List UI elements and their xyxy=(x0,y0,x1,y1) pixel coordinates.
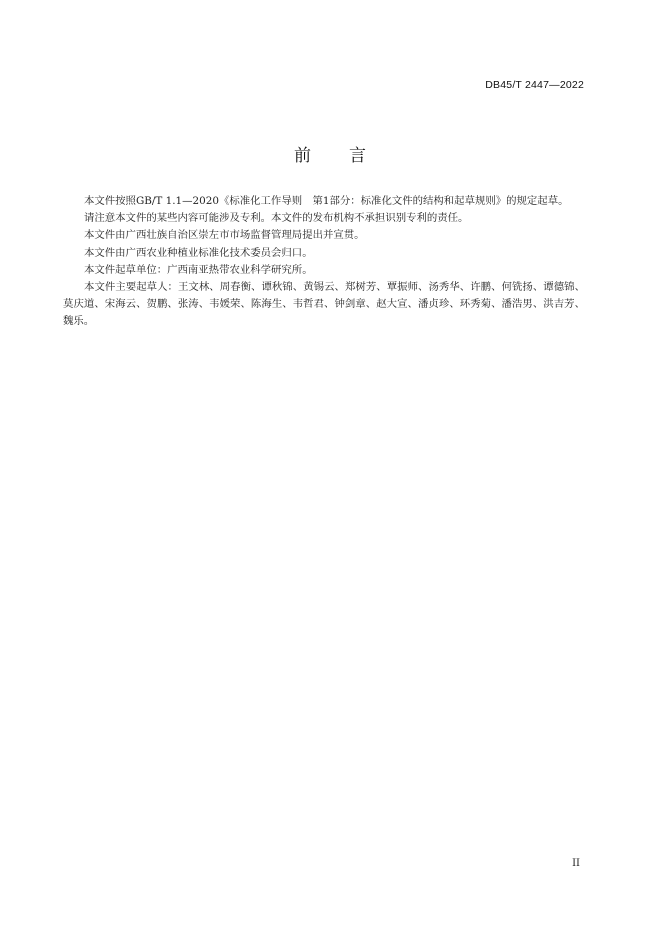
title-char-1: 前 xyxy=(294,146,313,166)
paragraph-drafting-rules: 本文件按照GB/T 1.1—2020《标准化工作导则 第1部分：标准化文件的结构和起草规则》的规定起草。 xyxy=(84,195,569,207)
paragraph-drafting-unit: 本文件起草单位：广西南亚热带农业科学研究所。 xyxy=(84,263,313,276)
foreword-body xyxy=(63,193,585,331)
paragraph-patent-notice: 请注意本文件的某些内容可能涉及专利。本文件的发布机构不承担识别专利的责任。 xyxy=(84,212,469,225)
page-number: II xyxy=(572,858,580,869)
paragraph-proposer: 本文件由广西壮族自治区崇左市市场监督管理局提出并宣贯。 xyxy=(84,229,365,242)
paragraph-committee: 本文件由广西农业种植业标准化技术委员会归口。 xyxy=(84,246,313,259)
title-char-2: 言 xyxy=(349,146,368,166)
document-code: DB45/T 2447—2022 xyxy=(485,79,584,91)
paragraph-drafters: 本文件主要起草人：王文林、周春衡、谭秋锦、黄锡云、郑树芳、覃振师、汤秀华、许鹏、何铣扬、谭德锦、莫庆道、宋海云、贺鹏、张涛、韦媛荣、陈海生、韦哲君、钟剑章、赵大宣、潘贞珍、环秀菊、潘浩男、洪吉芳、魏乐。 xyxy=(63,281,585,328)
page-title xyxy=(0,141,662,166)
